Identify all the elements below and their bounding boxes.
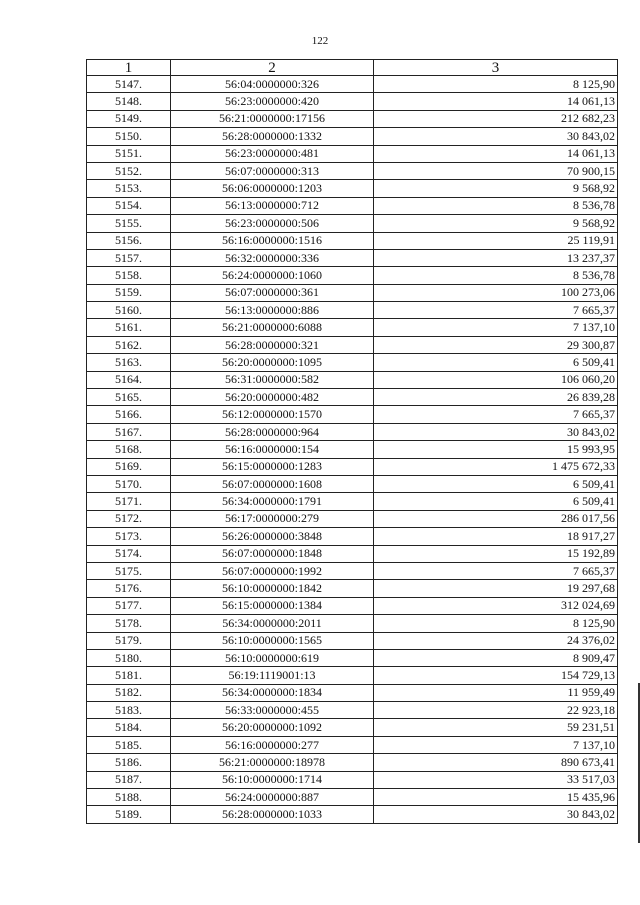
cadastral-number-cell: 56:16:0000000:154	[171, 441, 374, 458]
cadastral-number-cell: 56:07:0000000:1848	[171, 545, 374, 562]
table-row	[87, 789, 618, 806]
cadastral-number-cell: 56:13:0000000:712	[171, 197, 374, 214]
table-row	[87, 562, 618, 579]
row-number-cell: 5149.	[87, 110, 171, 127]
row-number-cell: 5163.	[87, 354, 171, 371]
row-number-cell: 5169.	[87, 458, 171, 475]
cadastral-number-cell: 56:34:0000000:1834	[171, 684, 374, 701]
table-row	[87, 458, 618, 475]
value-cell: 15 435,96	[374, 789, 618, 806]
value-cell: 70 900,15	[374, 162, 618, 179]
value-cell: 59 231,51	[374, 719, 618, 736]
table-row	[87, 667, 618, 684]
table-row	[87, 284, 618, 301]
row-number-cell: 5165.	[87, 389, 171, 406]
value-cell: 1 475 672,33	[374, 458, 618, 475]
cadastral-number-cell: 56:07:0000000:1992	[171, 562, 374, 579]
table-row	[87, 615, 618, 632]
cadastral-number-cell: 56:07:0000000:1608	[171, 475, 374, 492]
table-row	[87, 510, 618, 527]
value-cell: 890 673,41	[374, 754, 618, 771]
row-number-cell: 5181.	[87, 667, 171, 684]
table-row	[87, 336, 618, 353]
row-number-cell: 5153.	[87, 180, 171, 197]
table-row	[87, 528, 618, 545]
value-cell: 15 192,89	[374, 545, 618, 562]
table-row	[87, 475, 618, 492]
row-number-cell: 5177.	[87, 597, 171, 614]
cadastral-number-cell: 56:31:0000000:582	[171, 371, 374, 388]
value-cell: 14 061,13	[374, 93, 618, 110]
cadastral-number-cell: 56:10:0000000:1842	[171, 580, 374, 597]
value-cell: 25 119,91	[374, 232, 618, 249]
cadastral-number-cell: 56:13:0000000:886	[171, 302, 374, 319]
cadastral-number-cell: 56:17:0000000:279	[171, 510, 374, 527]
table-row	[87, 180, 618, 197]
column-header-1: 1	[87, 60, 171, 76]
row-number-cell: 5147.	[87, 76, 171, 93]
table-row	[87, 76, 618, 93]
table-row	[87, 545, 618, 562]
row-number-cell: 5188.	[87, 789, 171, 806]
value-cell: 13 237,37	[374, 249, 618, 266]
cadastral-number-cell: 56:28:0000000:964	[171, 423, 374, 440]
value-cell: 30 843,02	[374, 806, 618, 823]
cadastral-number-cell: 56:20:0000000:1092	[171, 719, 374, 736]
table-row	[87, 754, 618, 771]
value-cell: 7 137,10	[374, 319, 618, 336]
cadastral-number-cell: 56:34:0000000:2011	[171, 615, 374, 632]
cadastral-table	[86, 59, 618, 824]
table-header-row	[87, 60, 618, 76]
value-cell: 26 839,28	[374, 389, 618, 406]
table-row	[87, 354, 618, 371]
row-number-cell: 5168.	[87, 441, 171, 458]
table-row	[87, 423, 618, 440]
value-cell: 312 024,69	[374, 597, 618, 614]
table-row	[87, 493, 618, 510]
value-cell: 106 060,20	[374, 371, 618, 388]
value-cell: 14 061,13	[374, 145, 618, 162]
cadastral-number-cell: 56:06:0000000:1203	[171, 180, 374, 197]
row-number-cell: 5175.	[87, 562, 171, 579]
table-row	[87, 684, 618, 701]
row-number-cell: 5155.	[87, 215, 171, 232]
column-header-3: 3	[374, 60, 618, 76]
value-cell: 8 125,90	[374, 76, 618, 93]
cadastral-number-cell: 56:12:0000000:1570	[171, 406, 374, 423]
row-number-cell: 5185.	[87, 736, 171, 753]
cadastral-number-cell: 56:32:0000000:336	[171, 249, 374, 266]
value-cell: 6 509,41	[374, 493, 618, 510]
cadastral-number-cell: 56:26:0000000:3848	[171, 528, 374, 545]
cadastral-number-cell: 56:04:0000000:326	[171, 76, 374, 93]
cadastral-number-cell: 56:21:0000000:18978	[171, 754, 374, 771]
value-cell: 9 568,92	[374, 180, 618, 197]
cadastral-number-cell: 56:20:0000000:482	[171, 389, 374, 406]
value-cell: 7 137,10	[374, 736, 618, 753]
cadastral-number-cell: 56:20:0000000:1095	[171, 354, 374, 371]
row-number-cell: 5161.	[87, 319, 171, 336]
cadastral-number-cell: 56:10:0000000:619	[171, 649, 374, 666]
value-cell: 8 536,78	[374, 197, 618, 214]
row-number-cell: 5150.	[87, 128, 171, 145]
value-cell: 24 376,02	[374, 632, 618, 649]
table-row	[87, 580, 618, 597]
table-row	[87, 267, 618, 284]
table-row	[87, 649, 618, 666]
value-cell: 6 509,41	[374, 354, 618, 371]
table-row	[87, 128, 618, 145]
cadastral-number-cell: 56:15:0000000:1283	[171, 458, 374, 475]
table-row	[87, 319, 618, 336]
cadastral-number-cell: 56:33:0000000:455	[171, 702, 374, 719]
value-cell: 7 665,37	[374, 406, 618, 423]
row-number-cell: 5160.	[87, 302, 171, 319]
table-row	[87, 771, 618, 788]
row-number-cell: 5152.	[87, 162, 171, 179]
row-number-cell: 5159.	[87, 284, 171, 301]
value-cell: 154 729,13	[374, 667, 618, 684]
page-number: 122	[311, 35, 329, 47]
row-number-cell: 5171.	[87, 493, 171, 510]
cadastral-number-cell: 56:23:0000000:420	[171, 93, 374, 110]
value-cell: 29 300,87	[374, 336, 618, 353]
cadastral-number-cell: 56:28:0000000:1332	[171, 128, 374, 145]
value-cell: 30 843,02	[374, 128, 618, 145]
table-row	[87, 406, 618, 423]
row-number-cell: 5183.	[87, 702, 171, 719]
table-row	[87, 441, 618, 458]
cadastral-number-cell: 56:16:0000000:1516	[171, 232, 374, 249]
table-row	[87, 597, 618, 614]
cadastral-number-cell: 56:28:0000000:321	[171, 336, 374, 353]
cadastral-number-cell: 56:15:0000000:1384	[171, 597, 374, 614]
row-number-cell: 5154.	[87, 197, 171, 214]
table-body	[87, 76, 618, 824]
table-row	[87, 371, 618, 388]
value-cell: 6 509,41	[374, 475, 618, 492]
cadastral-number-cell: 56:28:0000000:1033	[171, 806, 374, 823]
cadastral-number-cell: 56:16:0000000:277	[171, 736, 374, 753]
value-cell: 18 917,27	[374, 528, 618, 545]
cadastral-number-cell: 56:07:0000000:313	[171, 162, 374, 179]
value-cell: 19 297,68	[374, 580, 618, 597]
row-number-cell: 5151.	[87, 145, 171, 162]
value-cell: 7 665,37	[374, 562, 618, 579]
cadastral-number-cell: 56:10:0000000:1565	[171, 632, 374, 649]
cadastral-number-cell: 56:07:0000000:361	[171, 284, 374, 301]
row-number-cell: 5156.	[87, 232, 171, 249]
row-number-cell: 5186.	[87, 754, 171, 771]
cadastral-number-cell: 56:23:0000000:506	[171, 215, 374, 232]
row-number-cell: 5187.	[87, 771, 171, 788]
row-number-cell: 5180.	[87, 649, 171, 666]
row-number-cell: 5170.	[87, 475, 171, 492]
table-row	[87, 806, 618, 823]
value-cell: 8 125,90	[374, 615, 618, 632]
table-row	[87, 302, 618, 319]
table-row	[87, 389, 618, 406]
value-cell: 212 682,23	[374, 110, 618, 127]
cadastral-number-cell: 56:23:0000000:481	[171, 145, 374, 162]
row-number-cell: 5178.	[87, 615, 171, 632]
row-number-cell: 5189.	[87, 806, 171, 823]
cadastral-number-cell: 56:24:0000000:887	[171, 789, 374, 806]
value-cell: 8 909,47	[374, 649, 618, 666]
table-row	[87, 110, 618, 127]
cadastral-number-cell: 56:21:0000000:6088	[171, 319, 374, 336]
table-row	[87, 736, 618, 753]
row-number-cell: 5157.	[87, 249, 171, 266]
value-cell: 30 843,02	[374, 423, 618, 440]
table-row	[87, 702, 618, 719]
table-row	[87, 215, 618, 232]
row-number-cell: 5179.	[87, 632, 171, 649]
table-row	[87, 232, 618, 249]
column-header-2: 2	[171, 60, 374, 76]
value-cell: 11 959,49	[374, 684, 618, 701]
cadastral-number-cell: 56:21:0000000:17156	[171, 110, 374, 127]
table-row	[87, 145, 618, 162]
table-row	[87, 162, 618, 179]
row-number-cell: 5173.	[87, 528, 171, 545]
cadastral-number-cell: 56:34:0000000:1791	[171, 493, 374, 510]
table-row	[87, 93, 618, 110]
table-row	[87, 197, 618, 214]
value-cell: 7 665,37	[374, 302, 618, 319]
cadastral-number-cell: 56:24:0000000:1060	[171, 267, 374, 284]
row-number-cell: 5172.	[87, 510, 171, 527]
value-cell: 100 273,06	[374, 284, 618, 301]
value-cell: 33 517,03	[374, 771, 618, 788]
value-cell: 15 993,95	[374, 441, 618, 458]
table-row	[87, 249, 618, 266]
value-cell: 9 568,92	[374, 215, 618, 232]
row-number-cell: 5176.	[87, 580, 171, 597]
row-number-cell: 5182.	[87, 684, 171, 701]
row-number-cell: 5166.	[87, 406, 171, 423]
row-number-cell: 5167.	[87, 423, 171, 440]
value-cell: 8 536,78	[374, 267, 618, 284]
table-row	[87, 632, 618, 649]
row-number-cell: 5162.	[87, 336, 171, 353]
value-cell: 22 923,18	[374, 702, 618, 719]
row-number-cell: 5148.	[87, 93, 171, 110]
value-cell: 286 017,56	[374, 510, 618, 527]
row-number-cell: 5164.	[87, 371, 171, 388]
cadastral-number-cell: 56:10:0000000:1714	[171, 771, 374, 788]
row-number-cell: 5184.	[87, 719, 171, 736]
table-row	[87, 719, 618, 736]
row-number-cell: 5158.	[87, 267, 171, 284]
row-number-cell: 5174.	[87, 545, 171, 562]
cadastral-number-cell: 56:19:1119001:13	[171, 667, 374, 684]
